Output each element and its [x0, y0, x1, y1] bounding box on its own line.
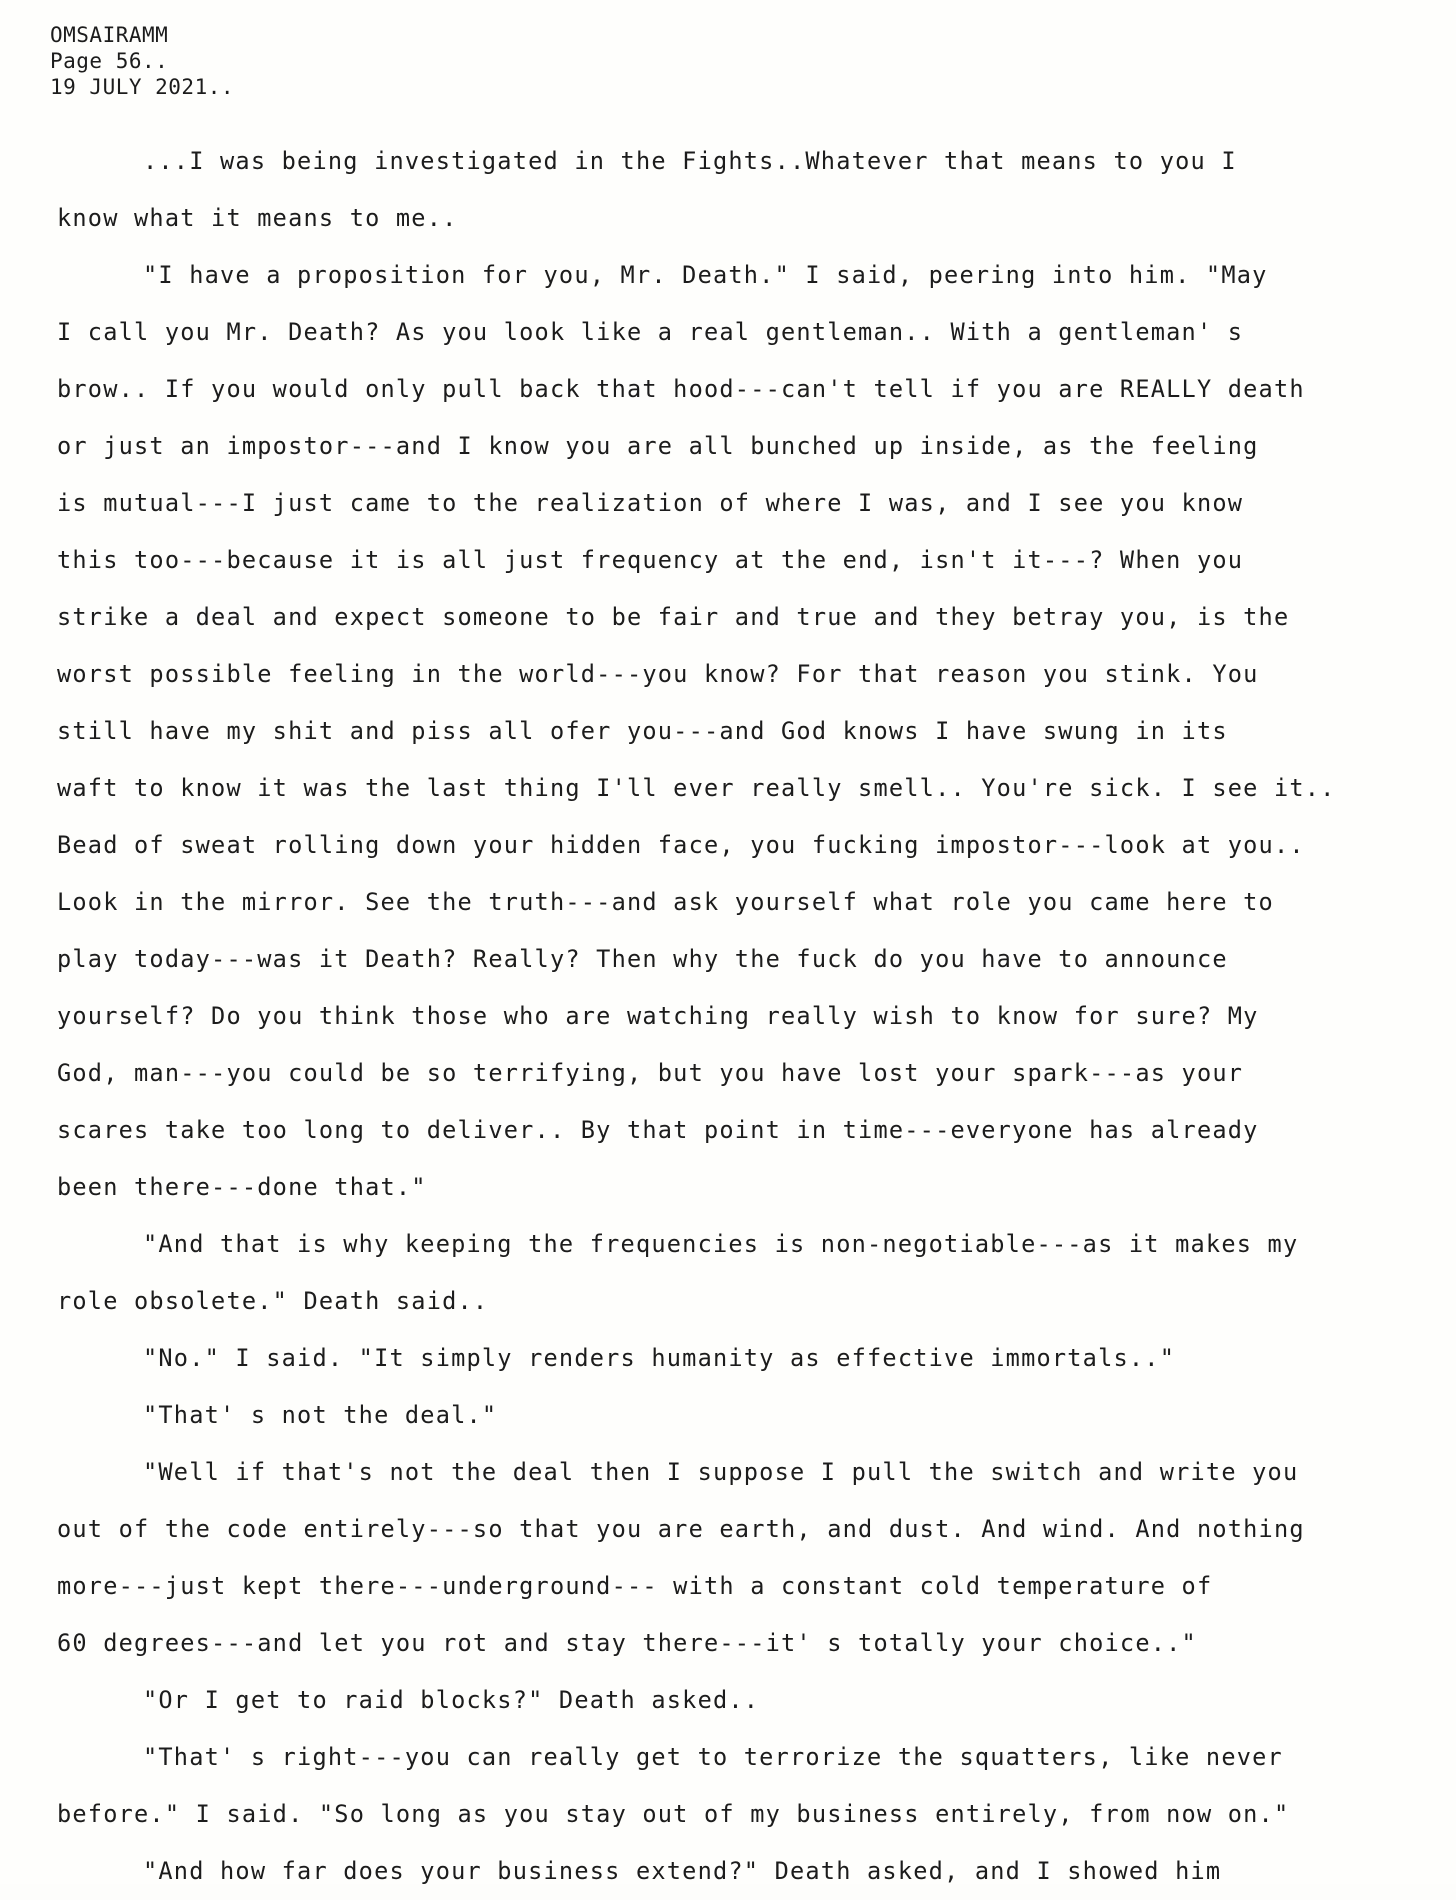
text-line: "Well if that's not the deal then I suppose I pull the switch and write you	[143, 1458, 1299, 1486]
text-line: play today---was it Death? Really? Then why the fuck do you have to announce	[57, 945, 1228, 973]
text-line: "Or I get to raid blocks?" Death asked..	[143, 1686, 760, 1714]
text-line: Look in the mirror. See the truth---and ask yourself what role you came here to	[57, 888, 1274, 916]
text-line: "That' s right---you can really get to terrorize the squatters, like never	[143, 1743, 1283, 1771]
page-number: Page 56..	[50, 49, 169, 73]
page-date: 19 JULY 2021..	[50, 75, 235, 99]
text-line: "I have a proposition for you, Mr. Death." I said, peering into him. "May	[143, 261, 1268, 289]
text-line: been there---done that."	[57, 1173, 427, 1201]
text-line: before." I said. "So long as you stay out of my business entirely, from now on."	[57, 1800, 1290, 1828]
text-line: waft to know it was the last thing I'll ever really smell.. You're sick. I see it..	[57, 774, 1336, 802]
text-line: ...I was being investigated in the Fights..Whatever that means to you I	[143, 147, 1237, 175]
text-line: know what it means to me..	[57, 204, 458, 232]
text-line: role obsolete." Death said..	[57, 1287, 489, 1315]
text-line: 60 degrees---and let you rot and stay there---it' s totally your choice.."	[57, 1629, 1197, 1657]
text-line: God, man---you could be so terrifying, but you have lost your spark---as your	[57, 1059, 1244, 1087]
text-line: is mutual---I just came to the realization of where I was, and I see you know	[57, 489, 1244, 517]
text-line: yourself? Do you think those who are watching really wish to know for sure? My	[57, 1002, 1259, 1030]
text-line: strike a deal and expect someone to be fair and true and they betray you, is the	[57, 603, 1290, 631]
text-line: I call you Mr. Death? As you look like a real gentleman.. With a gentleman' s	[57, 318, 1244, 346]
text-line: "That' s not the deal."	[143, 1401, 498, 1429]
text-line: still have my shit and piss all ofer you---and God knows I have swung in its	[57, 717, 1228, 745]
body-text	[57, 133, 1427, 1900]
text-line: "And that is why keeping the frequencies is non-negotiable---as it makes my	[143, 1230, 1299, 1258]
text-line: scares take too long to deliver.. By that point in time---everyone has already	[57, 1116, 1259, 1144]
text-line: or just an impostor---and I know you are all bunched up inside, as the feeling	[57, 432, 1259, 460]
header-title: OMSAIRAMM	[50, 23, 169, 47]
text-line: Bead of sweat rolling down your hidden face, you fucking impostor---look at you..	[57, 831, 1305, 859]
text-line: brow.. If you would only pull back that hood---can't tell if you are REALLY death	[57, 375, 1305, 403]
text-line: "And how far does your business extend?" Death asked, and I showed him	[143, 1857, 1222, 1885]
text-line: out of the code entirely---so that you are earth, and dust. And wind. And nothing	[57, 1515, 1305, 1543]
text-line: "No." I said. "It simply renders humanity as effective immortals.."	[143, 1344, 1176, 1372]
text-line: this too---because it is all just frequency at the end, isn't it---? When you	[57, 546, 1244, 574]
page-header	[50, 22, 234, 100]
text-line: worst possible feeling in the world---you know? For that reason you stink. You	[57, 660, 1259, 688]
text-line: more---just kept there---underground--- with a constant cold temperature of	[57, 1572, 1213, 1600]
